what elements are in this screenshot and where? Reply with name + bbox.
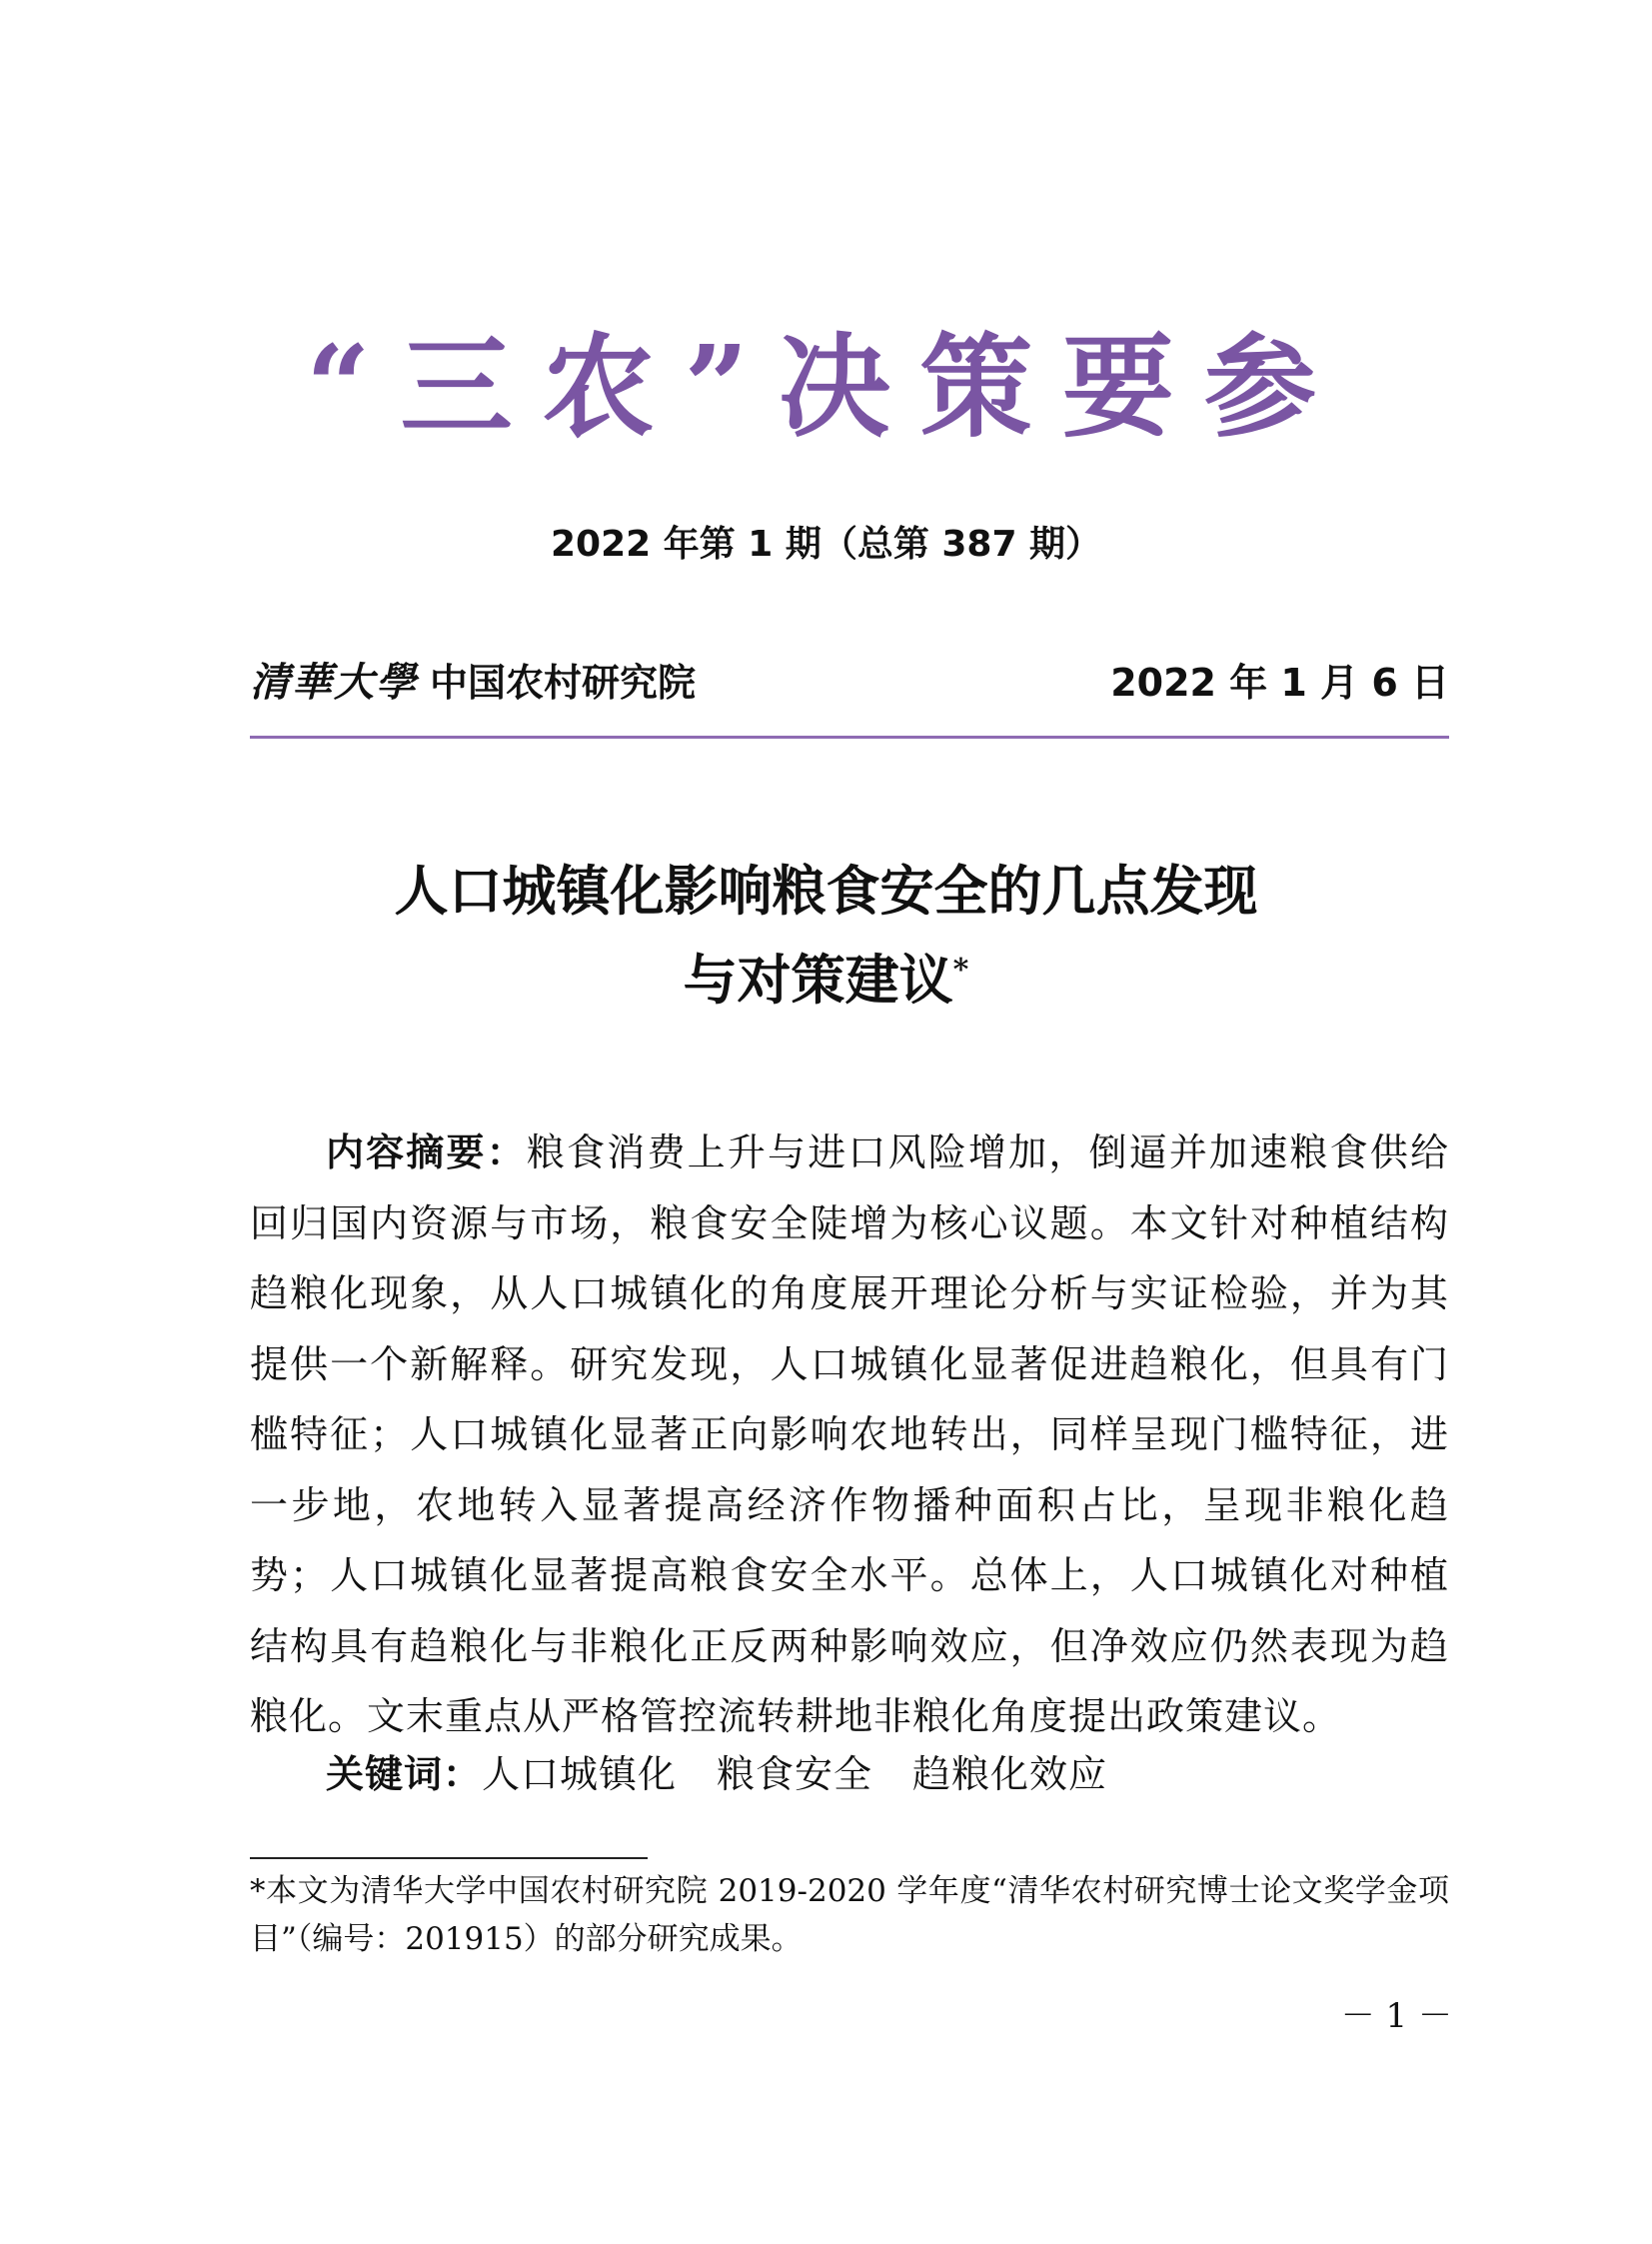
publication-date: 2022 年 1 月 6 日 [1110,661,1449,705]
keyword: 粮食安全 [717,1752,873,1796]
keywords-label: 关键词： [326,1752,483,1796]
abstract [250,1118,1449,1752]
keyword: 趋粮化效应 [912,1752,1108,1796]
keyword: 人口城镇化 [482,1752,678,1796]
abstract-text: 粮食消费上升与进口风险增加，倒逼并加速粮食供给回归国内资源与市场，粮食安全陡增为核心议题。本文针对种植结构趋粮化现象，从人口城镇化的角度展开理论分析与实证检验，并为其提供一个新解释。研究发现，人口城镇化显著促进趋粮化，但具有门槛特征；人口城镇化显著正向影响农地转出，同样呈现门槛特征，进一步地，农地转入显著提高经济作物播种面积占比，呈现非粮化趋势；人口城镇化显著提高粮食安全水平。总体上，人口城镇化对种植结构具有趋粮化与非粮化正反两种影响效应，但净效应仍然表现为趋粮化。文末重点从严格管控流转耕地非粮化角度提出政策建议。 [250,1130,1449,1738]
header-divider [250,736,1449,739]
footnote-marker: * [952,953,969,988]
abstract-label: 内容摘要： [326,1130,527,1174]
masthead-title: “三农”决策要参 [306,322,1346,453]
institute-name: 中国农村研究院 [430,660,697,705]
keywords [326,1739,1147,1809]
university-logo: 清華大學 [250,659,418,706]
page-number: － 1 － [1340,1996,1452,2036]
article-title-text: 与对策建议 [683,948,953,1012]
publisher-row [250,655,1449,711]
article-title-line-1: 人口城镇化影响粮食安全的几点发现 [394,859,1258,923]
footnote-divider [250,1857,648,1859]
issue-number: 2022 年第 1 期（总第 387 期） [550,524,1102,565]
publisher [250,655,696,711]
footnote: *本文为清华大学中国农村研究院 2019-2020 学年度“清华农村研究博士论文奖学金项目”（编号：201915）的部分研究成果。 [250,1873,1449,1957]
article-title-line-2 [0,940,1652,1020]
